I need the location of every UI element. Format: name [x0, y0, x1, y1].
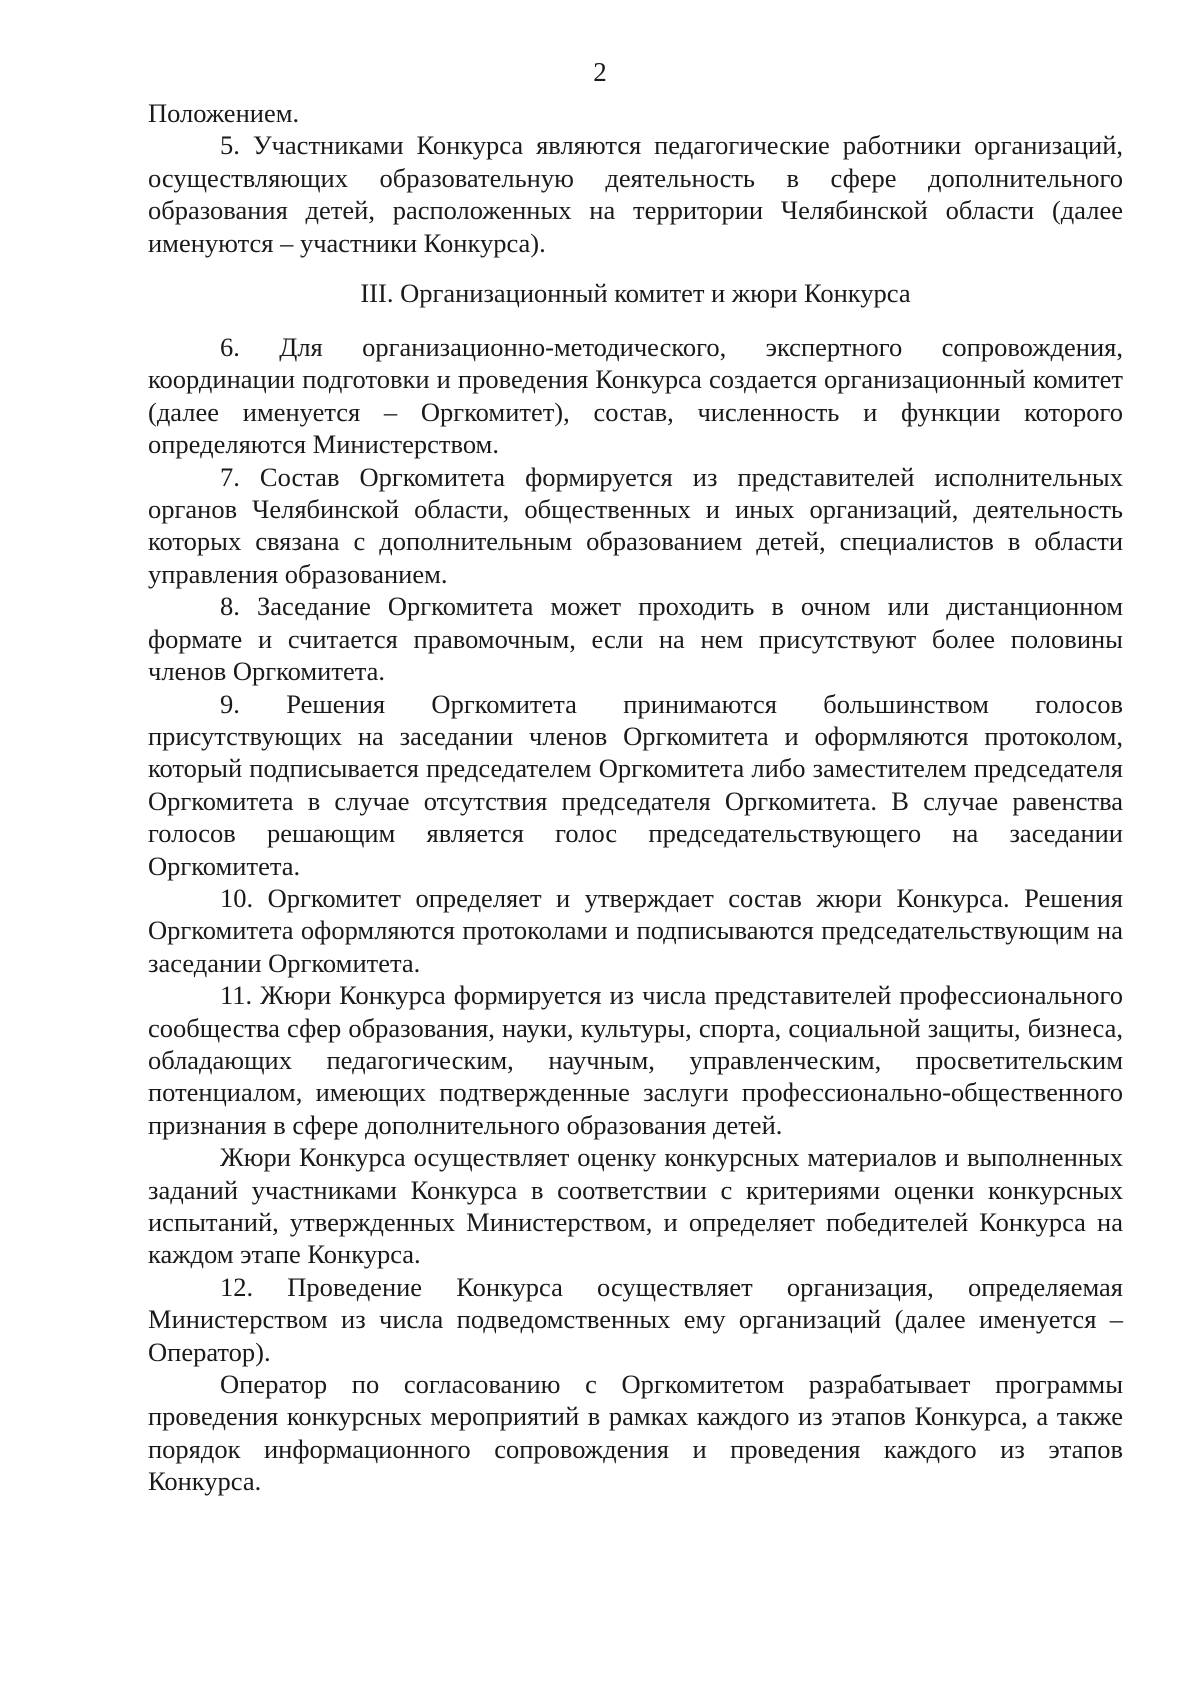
paragraph-item-9: 9. Решения Оргкомитета принимаются большинством голосов присутствующих на заседании членов Оргкомитета и оформляются протоколом, который подписывается председателем Оргкомитета либо заместителем председателя Оргкомитета в случае отсутствия председателя Оргкомитета. В случае равенства голосов решающим является голос председательствующего на заседании Оргкомитета.	[148, 688, 1123, 881]
paragraph-item-7: 7. Состав Оргкомитета формируется из представителей исполнительных органов Челябинской области, общественных и иных организаций, деятельность которых связана с дополнительным образованием детей, специалистов в области управления образованием.	[148, 461, 1123, 589]
paragraph-item-8: 8. Заседание Оргкомитета может проходить в очном или дистанционном формате и считается правомочным, если на нем присутствуют более половины членов Оргкомитета.	[148, 591, 1123, 687]
paragraph-item-12: 12. Проведение Конкурса осуществляет организация, определяемая Министерством из числа подведомственных ему организаций (далее именуется – Оператор).	[148, 1271, 1123, 1367]
paragraph-operator: Оператор по согласованию с Оргкомитетом разрабатывает программы проведения конкурсных мероприятий в рамках каждого из этапов Конкурса, а также порядок информационного сопровождения и проведения каждого из этапов Конкурса.	[148, 1369, 1123, 1497]
paragraph-item-6: 6. Для организационно-методического, экспертного сопровождения, координации подготовки и проведения Конкурса создается организационный комитет (далее именуется – Оргкомитет), состав, численность и функции которого определяются Министерством.	[148, 332, 1123, 460]
paragraph-item-10: 10. Оргкомитет определяет и утверждает состав жюри Конкурса. Решения Оргкомитета оформляются протоколами и подписываются председательствующим на заседании Оргкомитета.	[148, 882, 1123, 978]
section-heading: III. Организационный комитет и жюри Конкурса	[360, 278, 911, 309]
paragraph-jury-evaluation: Жюри Конкурса осуществляет оценку конкурсных материалов и выполненных заданий участниками Конкурса в соответствии с критериями оценки конкурсных испытаний, утвержденных Министерством, и определяет победителей Конкурса на каждом этапе Конкурса.	[148, 1142, 1123, 1270]
document-body	[148, 97, 1123, 1498]
paragraph-continuation: Положением.	[148, 98, 300, 128]
paragraph-item-5: 5. Участниками Конкурса являются педагогические работники организаций, осуществляющих образовательную деятельность в сфере дополнительного образования детей, расположенных на территории Челябинской области (далее именуются – участники Конкурса).	[148, 130, 1123, 258]
page-number: 2	[593, 57, 607, 87]
paragraph-item-11: 11. Жюри Конкурса формируется из числа представителей профессионального сообщества сфер образования, науки, культуры, спорта, социальной защиты, бизнеса, обладающих педагогическим, научным, управленческим, просветительским потенциалом, имеющих подтвержденные заслуги профессионально-общественного признания в сфере дополнительного образования детей.	[148, 980, 1123, 1140]
